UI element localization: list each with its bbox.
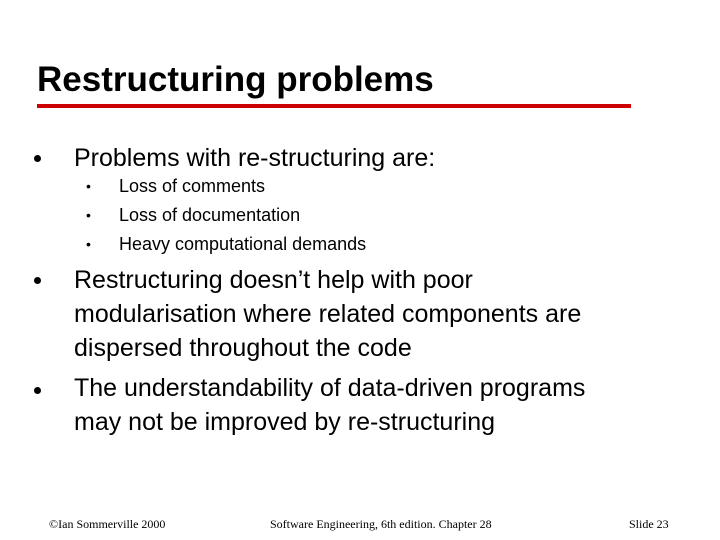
bullet-item-line: may not be improved by re-structuring (74, 408, 496, 436)
sub-bullet-item: Loss of comments (119, 176, 266, 196)
bullet-item-line: modularisation where related components are (74, 300, 582, 328)
title-underline (37, 104, 631, 108)
footer-slide-number: Slide 23 (629, 517, 669, 531)
bullet-item-line: Restructuring doesn’t help with poor (74, 266, 473, 294)
bullet-icon (34, 277, 41, 284)
footer-book-title: Software Engineering, 6th edition. Chapter 28 (270, 517, 492, 531)
bullet-icon (34, 155, 41, 162)
sub-bullet-icon: • (86, 207, 91, 223)
sub-bullet-icon: • (86, 236, 91, 252)
bullet-item-line: dispersed throughout the code (74, 334, 412, 362)
slide-title: Restructuring problems (37, 60, 434, 99)
bullet-item-problems-intro: Problems with re-structuring are: (74, 144, 436, 172)
bullet-icon (34, 387, 41, 394)
sub-bullet-item: Loss of documentation (119, 205, 301, 225)
sub-bullet-item: Heavy computational demands (119, 234, 367, 254)
bullet-item-line: The understandability of data-driven programs (74, 374, 586, 402)
sub-bullet-icon: • (86, 178, 91, 194)
footer-copyright: ©Ian Sommerville 2000 (49, 517, 166, 531)
